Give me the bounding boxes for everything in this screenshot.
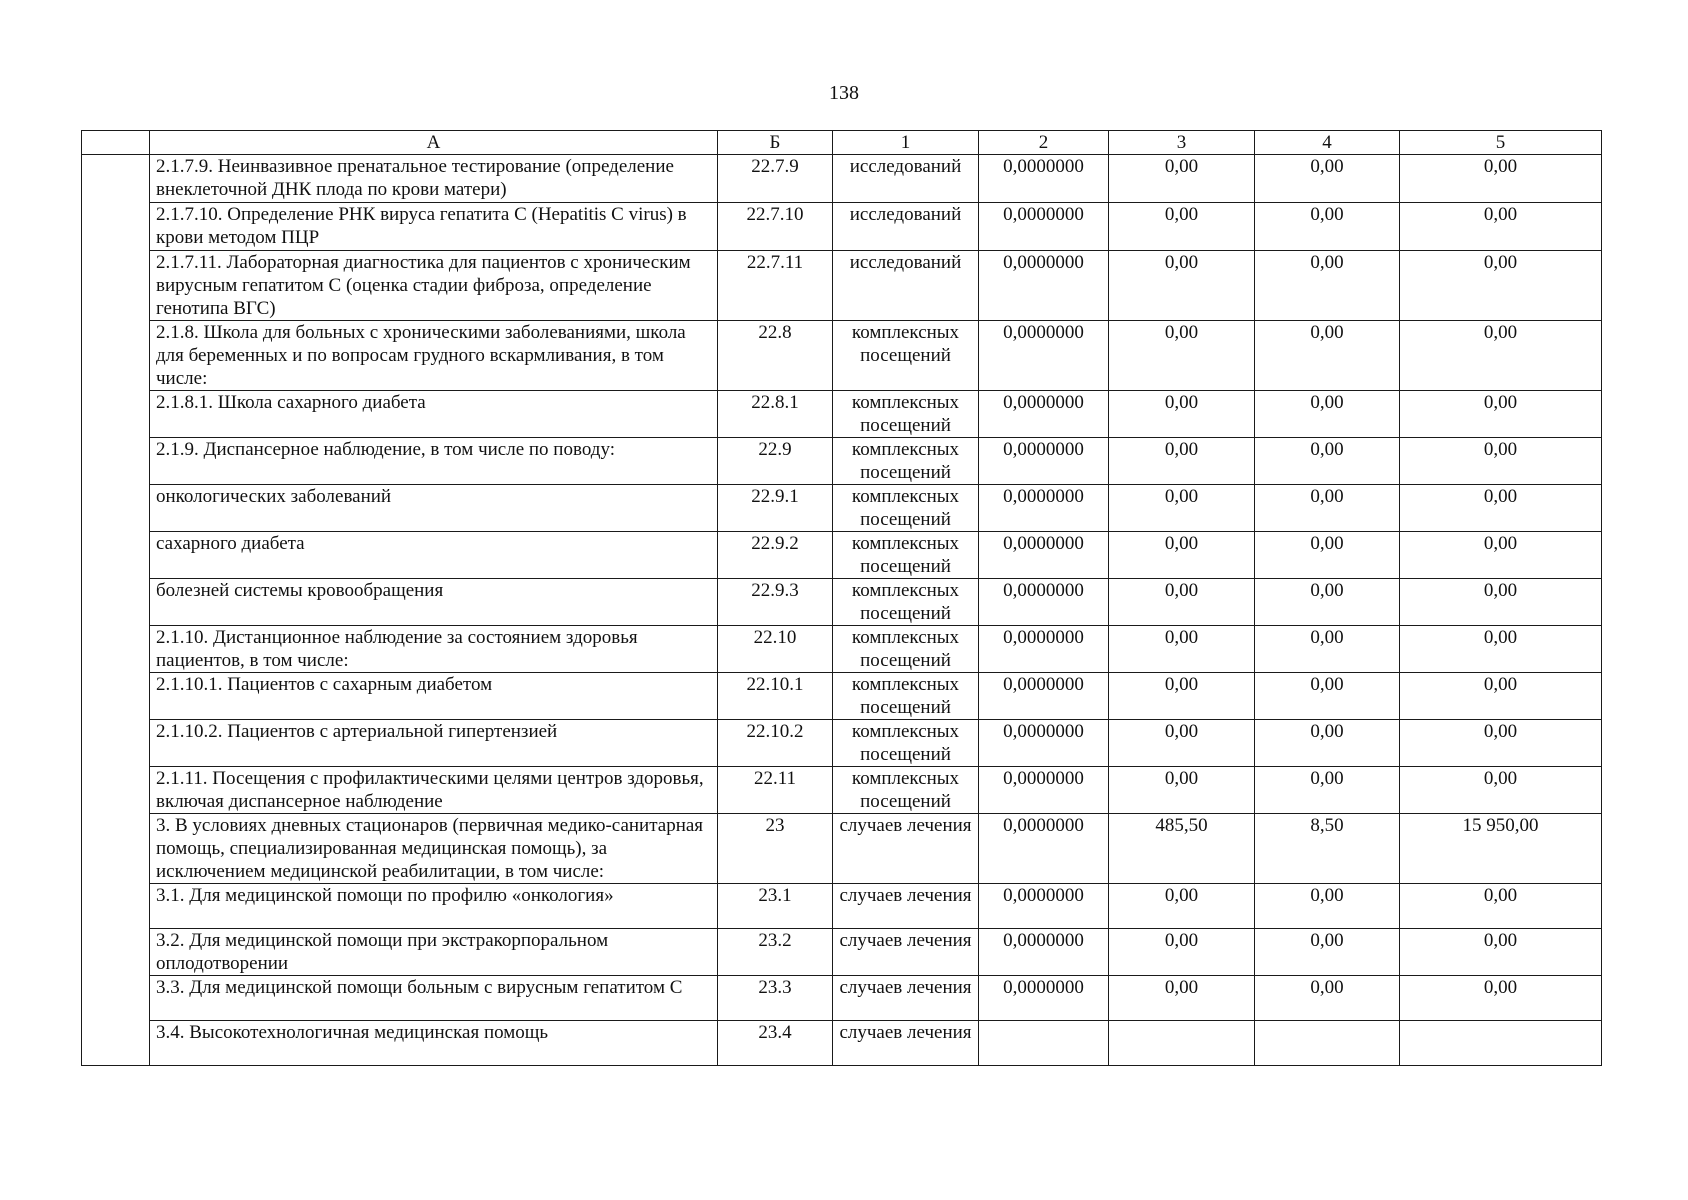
cell-value-4 [1255, 1021, 1400, 1066]
cell-code: 23.4 [718, 1021, 833, 1066]
cell-unit: случаев лечения [833, 814, 979, 884]
cell-code: 22.9.3 [718, 579, 833, 626]
cell-name: 3.1. Для медицинской помощи по профилю «онкология» [150, 884, 718, 929]
cell-value-5: 0,00 [1400, 720, 1602, 767]
cell-unit: случаев лечения [833, 1021, 979, 1066]
table-row [82, 814, 1602, 884]
cell-value-3: 0,00 [1109, 929, 1255, 976]
cell-name: 3.3. Для медицинской помощи больным с вирусным гепатитом С [150, 976, 718, 1021]
cell-code: 23 [718, 814, 833, 884]
cell-value-4: 0,00 [1255, 673, 1400, 720]
cell-value-3: 0,00 [1109, 720, 1255, 767]
cell-value-5: 0,00 [1400, 626, 1602, 673]
cell-value-4: 0,00 [1255, 767, 1400, 814]
cell-unit: случаев лечения [833, 884, 979, 929]
cell-unit: исследований [833, 203, 979, 251]
cell-value-2: 0,0000000 [979, 884, 1109, 929]
cell-value-2 [979, 1021, 1109, 1066]
cell-value-3: 0,00 [1109, 438, 1255, 485]
cell-value-5: 0,00 [1400, 438, 1602, 485]
table-row [82, 1021, 1602, 1066]
cell-value-4: 0,00 [1255, 579, 1400, 626]
cell-name: 2.1.10.1. Пациентов с сахарным диабетом [150, 673, 718, 720]
cell-value-3: 0,00 [1109, 673, 1255, 720]
cell-value-3: 0,00 [1109, 976, 1255, 1021]
cell-value-3: 0,00 [1109, 155, 1255, 203]
cell-value-4: 8,50 [1255, 814, 1400, 884]
table-row [82, 485, 1602, 532]
cell-code: 22.10.1 [718, 673, 833, 720]
cell-value-2: 0,0000000 [979, 155, 1109, 203]
cell-value-2: 0,0000000 [979, 976, 1109, 1021]
cell-value-2: 0,0000000 [979, 251, 1109, 321]
cell-value-3: 0,00 [1109, 321, 1255, 391]
cell-code: 22.7.10 [718, 203, 833, 251]
cell-unit: случаев лечения [833, 976, 979, 1021]
cell-value-3: 0,00 [1109, 485, 1255, 532]
cell-name: 2.1.8. Школа для больных с хроническими заболеваниями, школа для беременных и по вопросам грудного вскармливания, в том числе: [150, 321, 718, 391]
table-row [82, 155, 1602, 203]
cell-value-5: 0,00 [1400, 251, 1602, 321]
cell-value-3: 0,00 [1109, 391, 1255, 438]
cell-value-4: 0,00 [1255, 155, 1400, 203]
header-5: 5 [1400, 131, 1602, 155]
header-2: 2 [979, 131, 1109, 155]
cell-value-5: 15 950,00 [1400, 814, 1602, 884]
cell-code: 23.3 [718, 976, 833, 1021]
cell-value-5: 0,00 [1400, 976, 1602, 1021]
cell-value-5: 0,00 [1400, 929, 1602, 976]
table-row [82, 579, 1602, 626]
cell-value-3: 0,00 [1109, 251, 1255, 321]
cell-value-4: 0,00 [1255, 626, 1400, 673]
cell-unit: комплексных посещений [833, 391, 979, 438]
cell-value-2: 0,0000000 [979, 485, 1109, 532]
page-number: 138 [829, 82, 859, 104]
cell-name: 2.1.7.10. Определение РНК вируса гепатита С (Hepatitis C virus) в крови методом ПЦР [150, 203, 718, 251]
cell-value-5: 0,00 [1400, 767, 1602, 814]
cell-unit: комплексных посещений [833, 673, 979, 720]
cell-unit: комплексных посещений [833, 579, 979, 626]
cell-value-4: 0,00 [1255, 532, 1400, 579]
cell-unit: исследований [833, 155, 979, 203]
cell-name: 2.1.8.1. Школа сахарного диабета [150, 391, 718, 438]
cell-name: 2.1.10.2. Пациентов с артериальной гипертензией [150, 720, 718, 767]
table-row [82, 532, 1602, 579]
cell-value-5: 0,00 [1400, 884, 1602, 929]
cell-value-2: 0,0000000 [979, 673, 1109, 720]
cell-value-4: 0,00 [1255, 391, 1400, 438]
cell-value-4: 0,00 [1255, 485, 1400, 532]
cell-unit: исследований [833, 251, 979, 321]
cell-name: 2.1.10. Дистанционное наблюдение за состоянием здоровья пациентов, в том числе: [150, 626, 718, 673]
blank-column [82, 155, 150, 1066]
cell-name: 2.1.7.11. Лабораторная диагностика для пациентов с хроническим вирусным гепатитом С (оценка стадии фиброза, определение генотипа ВГС) [150, 251, 718, 321]
cell-value-2: 0,0000000 [979, 438, 1109, 485]
header-1: 1 [833, 131, 979, 155]
cell-code: 22.9 [718, 438, 833, 485]
table-row [82, 673, 1602, 720]
cell-value-2: 0,0000000 [979, 767, 1109, 814]
table-row [82, 626, 1602, 673]
cell-code: 22.7.11 [718, 251, 833, 321]
cell-value-5: 0,00 [1400, 532, 1602, 579]
cell-value-5: 0,00 [1400, 673, 1602, 720]
cell-value-2: 0,0000000 [979, 579, 1109, 626]
cell-unit: комплексных посещений [833, 626, 979, 673]
cell-code: 23.2 [718, 929, 833, 976]
cell-value-3 [1109, 1021, 1255, 1066]
header-row [82, 131, 1602, 155]
header-b: Б [718, 131, 833, 155]
cell-unit: случаев лечения [833, 929, 979, 976]
cell-code: 22.8 [718, 321, 833, 391]
cell-value-5: 0,00 [1400, 391, 1602, 438]
cell-unit: комплексных посещений [833, 532, 979, 579]
cell-value-2: 0,0000000 [979, 532, 1109, 579]
cell-value-3: 0,00 [1109, 203, 1255, 251]
table-row [82, 976, 1602, 1021]
cell-value-3: 0,00 [1109, 532, 1255, 579]
cell-value-3: 0,00 [1109, 884, 1255, 929]
cell-value-3: 0,00 [1109, 579, 1255, 626]
cell-value-3: 485,50 [1109, 814, 1255, 884]
header-3: 3 [1109, 131, 1255, 155]
cell-unit: комплексных посещений [833, 720, 979, 767]
header-4: 4 [1255, 131, 1400, 155]
table-row [82, 929, 1602, 976]
cell-value-2: 0,0000000 [979, 321, 1109, 391]
cell-code: 22.9.2 [718, 532, 833, 579]
cell-value-4: 0,00 [1255, 929, 1400, 976]
cell-value-3: 0,00 [1109, 626, 1255, 673]
cell-name: 3. В условиях дневных стационаров (первичная медико-санитарная помощь, специализированная медицинская помощь), за исключением медицинской реабилитации, в том числе: [150, 814, 718, 884]
cell-value-4: 0,00 [1255, 321, 1400, 391]
cell-name: 3.4. Высокотехнологичная медицинская помощь [150, 1021, 718, 1066]
table-row [82, 203, 1602, 251]
cell-value-4: 0,00 [1255, 438, 1400, 485]
header-blank [82, 131, 150, 155]
cell-value-5: 0,00 [1400, 203, 1602, 251]
cell-value-5: 0,00 [1400, 485, 1602, 532]
cell-value-2: 0,0000000 [979, 391, 1109, 438]
header-a: А [150, 131, 718, 155]
table-row [82, 438, 1602, 485]
cell-value-2: 0,0000000 [979, 720, 1109, 767]
cell-value-5: 0,00 [1400, 321, 1602, 391]
table-row [82, 321, 1602, 391]
data-table [81, 130, 1602, 1066]
cell-code: 22.10 [718, 626, 833, 673]
cell-unit: комплексных посещений [833, 438, 979, 485]
cell-value-2: 0,0000000 [979, 203, 1109, 251]
table-row [82, 391, 1602, 438]
cell-code: 23.1 [718, 884, 833, 929]
cell-name: сахарного диабета [150, 532, 718, 579]
cell-code: 22.7.9 [718, 155, 833, 203]
cell-unit: комплексных посещений [833, 767, 979, 814]
cell-name: 3.2. Для медицинской помощи при экстракорпоральном оплодотворении [150, 929, 718, 976]
table-row [82, 251, 1602, 321]
cell-unit: комплексных посещений [833, 321, 979, 391]
cell-value-2: 0,0000000 [979, 814, 1109, 884]
cell-name: 2.1.11. Посещения с профилактическими целями центров здоровья, включая диспансерное наблюдение [150, 767, 718, 814]
cell-value-5: 0,00 [1400, 579, 1602, 626]
cell-name: 2.1.9. Диспансерное наблюдение, в том числе по поводу: [150, 438, 718, 485]
cell-value-4: 0,00 [1255, 251, 1400, 321]
cell-value-2: 0,0000000 [979, 626, 1109, 673]
cell-value-4: 0,00 [1255, 203, 1400, 251]
cell-name: онкологических заболеваний [150, 485, 718, 532]
cell-value-4: 0,00 [1255, 884, 1400, 929]
cell-code: 22.10.2 [718, 720, 833, 767]
cell-value-2: 0,0000000 [979, 929, 1109, 976]
cell-unit: комплексных посещений [833, 485, 979, 532]
cell-value-3: 0,00 [1109, 767, 1255, 814]
cell-name: болезней системы кровообращения [150, 579, 718, 626]
table-row [82, 720, 1602, 767]
table-row [82, 884, 1602, 929]
cell-code: 22.8.1 [718, 391, 833, 438]
cell-code: 22.11 [718, 767, 833, 814]
cell-value-4: 0,00 [1255, 720, 1400, 767]
cell-value-5 [1400, 1021, 1602, 1066]
table-row [82, 767, 1602, 814]
cell-value-4: 0,00 [1255, 976, 1400, 1021]
cell-code: 22.9.1 [718, 485, 833, 532]
cell-value-5: 0,00 [1400, 155, 1602, 203]
cell-name: 2.1.7.9. Неинвазивное пренатальное тестирование (определение внеклеточной ДНК плода по крови матери) [150, 155, 718, 203]
